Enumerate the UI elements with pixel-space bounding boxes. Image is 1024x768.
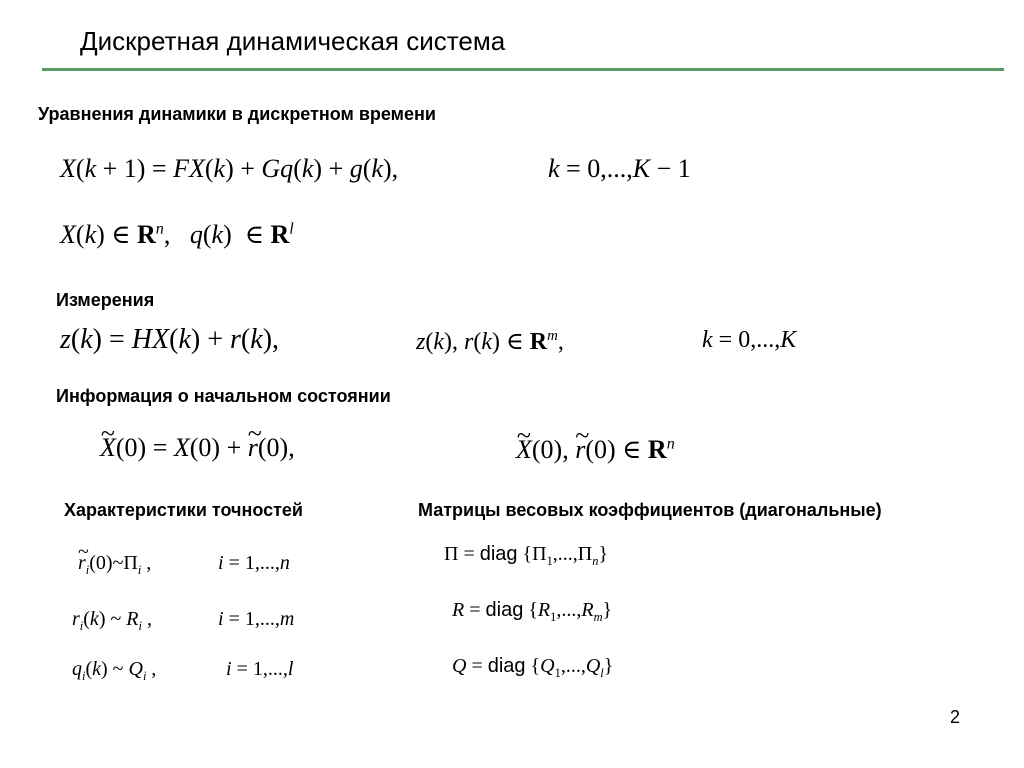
- accuracy-noise-range: i = 1,...,l: [226, 658, 294, 680]
- accuracy-initial-range: i = 1,...,n: [218, 552, 290, 574]
- initial-state-heading: Информация о начальном состоянии: [56, 386, 391, 406]
- initial-state-equation: ~ X(0) = X(0) + ~ r(0),: [100, 433, 295, 463]
- state-dimension: X(k) ∈ $R^n$, q(k) ∈ $R^l$: [60, 220, 294, 249]
- dynamics-equation: X(k + 1) = FX(k) + Gq(k) + g(k),: [60, 154, 399, 183]
- weight-matrix-r: R = diag $\{R_1,...,R_m\}$: [452, 599, 613, 624]
- dynamics-heading: Уравнения динамики в дискретном времени: [38, 104, 436, 124]
- slide-title: Дискретная динамическая система: [80, 26, 506, 56]
- measurement-equation: z(k) = HX(k) + r(k),: [60, 324, 280, 355]
- measurement-dimension: z(k), r(k) ∈ $R^m$,: [416, 328, 564, 355]
- weight-matrix-pi: Π = diag $\{\Pi_1,...,\Pi_n\}$: [444, 543, 609, 568]
- accuracy-heading: Характеристики точностей: [64, 500, 303, 520]
- weight-matrix-q: Q = diag $\{Q_1,...,Q_l\}$: [452, 655, 614, 680]
- time-range-dynamics: k = 0,...,K − 1: [548, 154, 691, 183]
- initial-state-dimension: ~ X(0), ~ r(0) ∈ $R^n$: [516, 435, 675, 465]
- accuracy-measurement: $r_i(k)$ ~ $R_i$ ,: [72, 608, 152, 633]
- accuracy-measurement-range: i = 1,...,m: [218, 608, 295, 630]
- diag-label: diag: [485, 599, 524, 621]
- accuracy-initial: ~ $r_i(0)\sim\Pi_i$ ,: [78, 552, 151, 575]
- weights-heading: Матрицы весовых коэффициентов (диагональные): [418, 500, 882, 520]
- time-range-measurements: k = 0,...,K: [702, 327, 797, 353]
- measurements-heading: Измерения: [56, 290, 155, 310]
- diag-label: diag: [479, 543, 518, 565]
- accuracy-noise: $q_i(k)$ ~ $Q_i$ ,: [72, 658, 157, 683]
- diag-label: diag: [487, 655, 526, 677]
- title-divider: [42, 68, 1004, 71]
- page-number: 2: [950, 707, 961, 727]
